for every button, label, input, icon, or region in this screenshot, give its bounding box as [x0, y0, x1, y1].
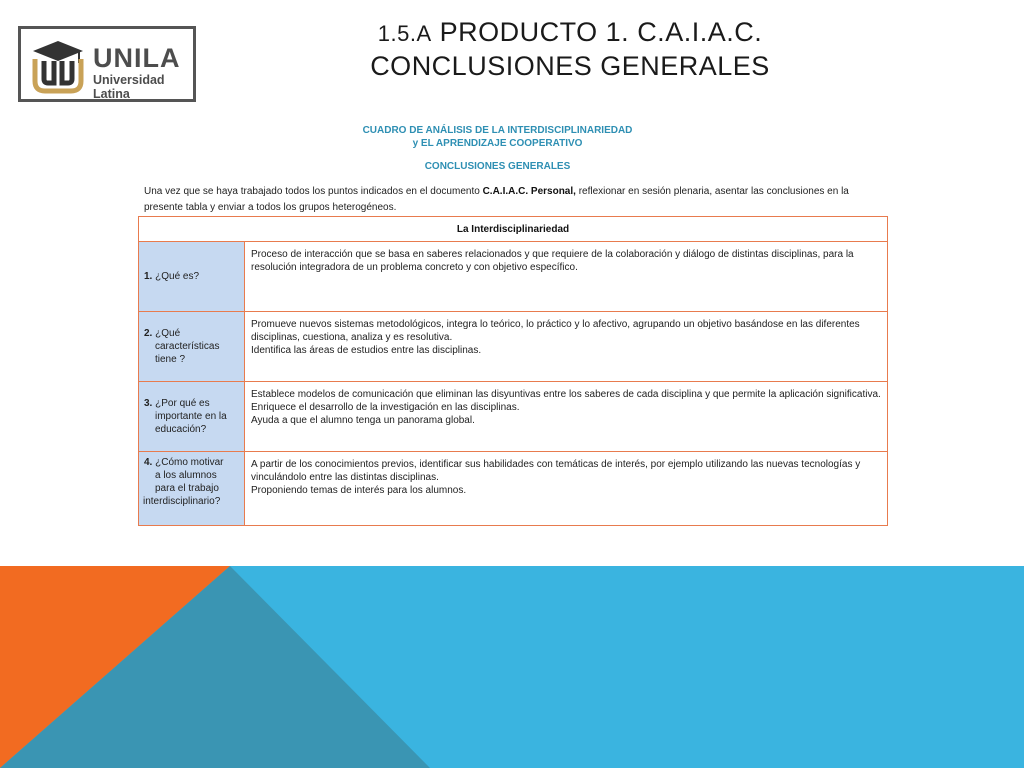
- question-text: a los alumnos: [155, 470, 217, 481]
- question-text: ¿Qué: [155, 328, 181, 339]
- graduation-cap-icon: [29, 37, 87, 95]
- question-text: educación?: [155, 424, 207, 435]
- question-number: 3.: [144, 398, 153, 409]
- slide-title: [300, 16, 840, 83]
- answer-cell: [245, 312, 888, 382]
- logo-name: UNILA: [93, 43, 181, 73]
- question-text: interdisciplinario?: [143, 496, 221, 507]
- heading-line-1: CUADRO DE ANÁLISIS DE LA INTERDISCIPLINARIEDAD: [362, 125, 633, 136]
- answer-cell: [245, 452, 888, 526]
- table-row: [139, 312, 888, 382]
- question-number: 4.: [144, 457, 153, 468]
- answer-cell: [245, 242, 888, 312]
- table-header-row: [139, 217, 888, 242]
- question-cell: [139, 312, 245, 382]
- answer-line: Proponiendo temas de interés para los alumnos.: [251, 485, 467, 496]
- title-line1-text: PRODUCTO 1. C.A.I.A.C.: [439, 17, 763, 47]
- table-row: [139, 382, 888, 452]
- answer-line: Promueve nuevos sistemas metodológicos, integra lo teórico, lo práctico y lo afectivo, agrupando un objetivo basándose en las diferentes disciplinas, cuestiona, analiza y es resolutiva.: [251, 319, 860, 343]
- answer-line: Establece modelos de comunicación que eliminan las disyuntivas entre los saberes de cada disciplina y que permite la aplicación significativa.: [251, 389, 881, 400]
- question-text: ¿Cómo motivar: [155, 457, 224, 468]
- title-prefix: 1.5.A: [377, 21, 432, 46]
- logo-subtitle: Universidad Latina: [93, 73, 165, 101]
- answer-line: Identifica las áreas de estudios entre las disciplinas.: [251, 345, 482, 356]
- question-text: para el trabajo: [155, 483, 219, 494]
- intro-bold: C.A.I.A.C. Personal,: [482, 186, 576, 197]
- question-cell: [139, 242, 245, 312]
- answer-line: Ayuda a que el alumno tenga un panorama global.: [251, 415, 475, 426]
- question-cell: [139, 452, 245, 526]
- subheading: CONCLUSIONES GENERALES: [424, 161, 571, 172]
- table-row: [139, 452, 888, 526]
- question-text: tiene ?: [155, 354, 186, 365]
- question-text: ¿Por qué es: [155, 398, 210, 409]
- question-text: importante en la: [155, 411, 227, 422]
- answer-cell: [245, 382, 888, 452]
- title-line-2: CONCLUSIONES GENERALES: [370, 51, 770, 81]
- table-row: [139, 242, 888, 312]
- table-header: La Interdisciplinariedad: [139, 217, 888, 242]
- question-number: 2.: [144, 328, 153, 339]
- heading-line-2: y EL APRENDIZAJE COOPERATIVO: [412, 138, 583, 149]
- title-line-1: [300, 16, 840, 50]
- unila-logo: [18, 26, 196, 102]
- question-text: características: [155, 341, 220, 352]
- answer-line: A partir de los conocimientos previos, identificar sus habilidades con temáticas de interés, por ejemplo utilizando las nuevas tecnologías y vinculándolo entre las distintas disciplinas.: [251, 459, 861, 483]
- question-cell: [139, 382, 245, 452]
- intro-paragraph: [144, 184, 884, 216]
- decorative-bottom-band: [0, 566, 1024, 768]
- answer-line: Proceso de interacción que se basa en saberes relacionados y que requiere de la colaboración y diálogo de distintas disciplinas, para la resolución integradora de un problema concreto y con objetivo específico.: [251, 249, 854, 273]
- question-text: ¿Qué es?: [155, 271, 200, 282]
- interdisciplinarity-table: [138, 216, 888, 526]
- question-number: 1.: [144, 271, 153, 282]
- answer-line: Enriquece el desarrollo de la investigación en las disciplinas.: [251, 402, 520, 413]
- intro-text-2: reflexionar en sesión plenaria, asentar las conclusiones en la presente tabla y enviar a todos los grupos heterogéneos.: [144, 186, 849, 213]
- intro-text-1: Una vez que se haya trabajado todos los puntos indicados en el documento: [144, 186, 483, 197]
- document-heading: [300, 124, 695, 173]
